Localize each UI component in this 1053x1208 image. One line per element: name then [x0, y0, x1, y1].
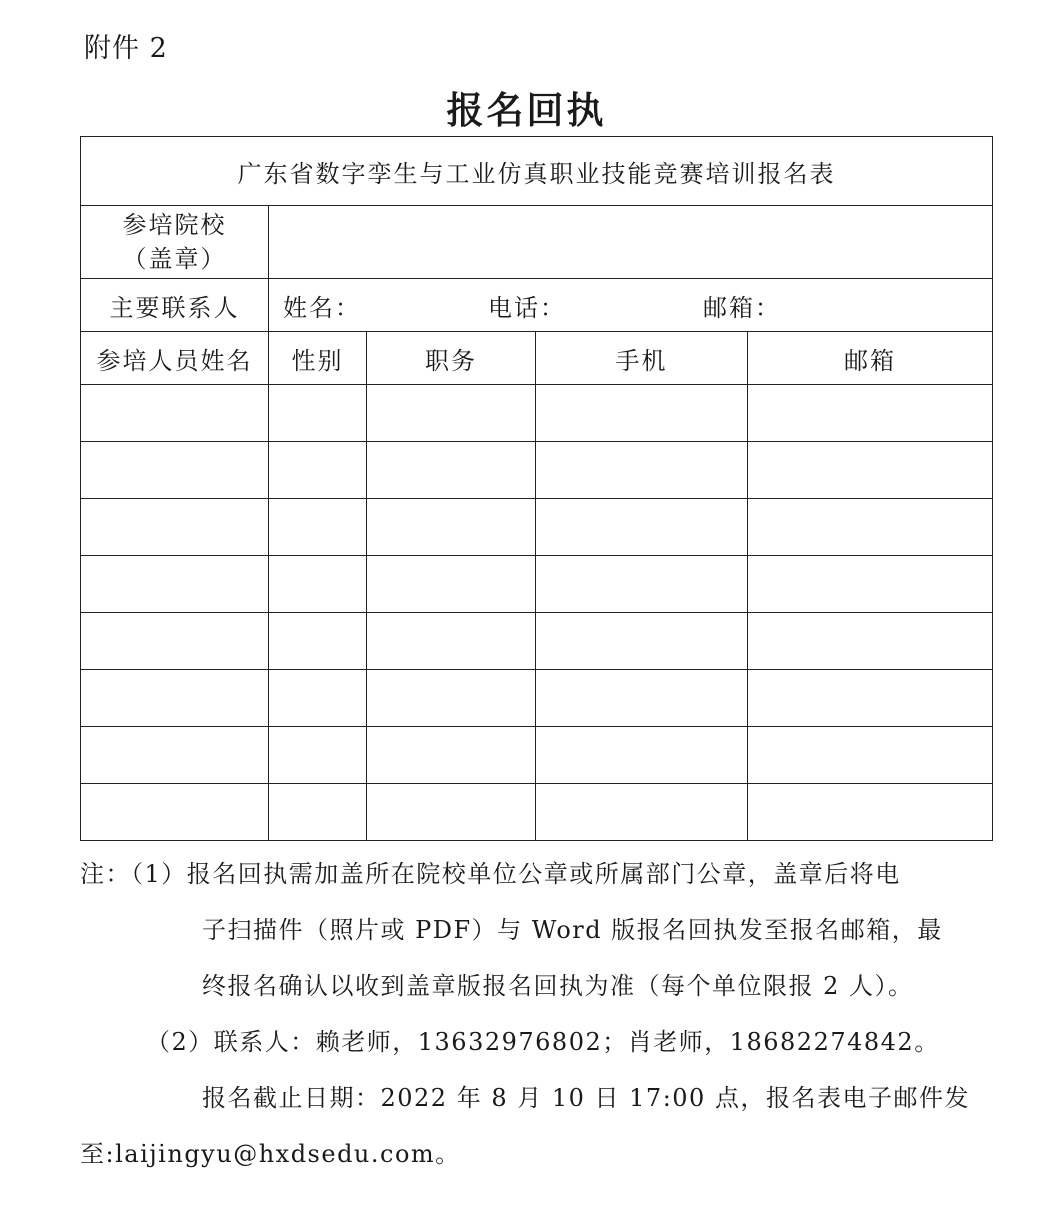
- cell-email[interactable]: [748, 670, 993, 727]
- cell-position[interactable]: [367, 385, 536, 442]
- form-title: 广东省数字孪生与工业仿真职业技能竞赛培训报名表: [81, 137, 993, 206]
- cell-name[interactable]: [81, 442, 269, 499]
- column-header-position: 职务: [367, 332, 536, 385]
- cell-gender[interactable]: [269, 727, 367, 784]
- cell-gender[interactable]: [269, 784, 367, 841]
- notes-section: [80, 846, 980, 1182]
- note-line-1: 注：（1）报名回执需加盖所在院校单位公章或所属部门公章，盖章后将电: [80, 860, 901, 888]
- cell-name[interactable]: [81, 385, 269, 442]
- cell-email[interactable]: [748, 784, 993, 841]
- cell-gender[interactable]: [269, 670, 367, 727]
- cell-name[interactable]: [81, 613, 269, 670]
- school-input-cell[interactable]: [269, 206, 993, 279]
- note-line-6: 至:laijingyu@hxdsedu.com。: [80, 1140, 461, 1168]
- contact-phone-label: 电话：: [488, 293, 566, 322]
- school-label-line1: 参培院校: [122, 211, 227, 239]
- cell-name[interactable]: [81, 670, 269, 727]
- cell-name[interactable]: [81, 499, 269, 556]
- cell-email[interactable]: [748, 499, 993, 556]
- cell-gender[interactable]: [269, 499, 367, 556]
- cell-name[interactable]: [81, 784, 269, 841]
- table-row: [81, 385, 993, 442]
- contact-info-cell[interactable]: [269, 279, 993, 332]
- cell-position[interactable]: [367, 670, 536, 727]
- cell-gender[interactable]: [269, 613, 367, 670]
- cell-mobile[interactable]: [536, 784, 748, 841]
- cell-email[interactable]: [748, 385, 993, 442]
- note-line-4: （2）联系人：赖老师，13632976802；肖老师，18682274842。: [146, 1028, 940, 1056]
- attachment-label: 附件 2: [84, 33, 168, 64]
- cell-position[interactable]: [367, 613, 536, 670]
- registration-form-table: [80, 136, 993, 841]
- column-header-gender: 性别: [269, 332, 367, 385]
- column-header-email: 邮箱: [748, 332, 993, 385]
- table-row: [81, 784, 993, 841]
- cell-mobile[interactable]: [536, 499, 748, 556]
- cell-email[interactable]: [748, 442, 993, 499]
- note-line-2: 子扫描件（照片或 PDF）与 Word 版报名回执发至报名邮箱，最: [202, 916, 943, 944]
- table-row: [81, 442, 993, 499]
- cell-position[interactable]: [367, 784, 536, 841]
- column-header-name: 参培人员姓名: [81, 332, 269, 385]
- note-line-3: 终报名确认以收到盖章版报名回执为准（每个单位限报 2 人）。: [202, 972, 914, 1000]
- cell-mobile[interactable]: [536, 727, 748, 784]
- document-title: 报名回执: [446, 89, 607, 132]
- table-row: [81, 613, 993, 670]
- school-label: [81, 206, 269, 279]
- cell-mobile[interactable]: [536, 442, 748, 499]
- cell-gender[interactable]: [269, 556, 367, 613]
- cell-mobile[interactable]: [536, 556, 748, 613]
- cell-position[interactable]: [367, 442, 536, 499]
- cell-email[interactable]: [748, 727, 993, 784]
- contact-email-label: 邮箱：: [703, 293, 781, 322]
- table-row: [81, 670, 993, 727]
- note-line-5: 报名截止日期：2022 年 8 月 10 日 17:00 点，报名表电子邮件发: [202, 1084, 970, 1112]
- cell-position[interactable]: [367, 727, 536, 784]
- contact-label: 主要联系人: [81, 279, 269, 332]
- cell-mobile[interactable]: [536, 385, 748, 442]
- cell-mobile[interactable]: [536, 670, 748, 727]
- cell-email[interactable]: [748, 613, 993, 670]
- cell-gender[interactable]: [269, 385, 367, 442]
- table-row: [81, 556, 993, 613]
- contact-name-label: 姓名：: [283, 293, 361, 322]
- cell-position[interactable]: [367, 556, 536, 613]
- school-label-line2: （盖章）: [122, 245, 227, 273]
- table-row: [81, 727, 993, 784]
- cell-gender[interactable]: [269, 442, 367, 499]
- table-row: [81, 499, 993, 556]
- cell-mobile[interactable]: [536, 613, 748, 670]
- cell-position[interactable]: [367, 499, 536, 556]
- cell-email[interactable]: [748, 556, 993, 613]
- cell-name[interactable]: [81, 556, 269, 613]
- cell-name[interactable]: [81, 727, 269, 784]
- column-header-mobile: 手机: [536, 332, 748, 385]
